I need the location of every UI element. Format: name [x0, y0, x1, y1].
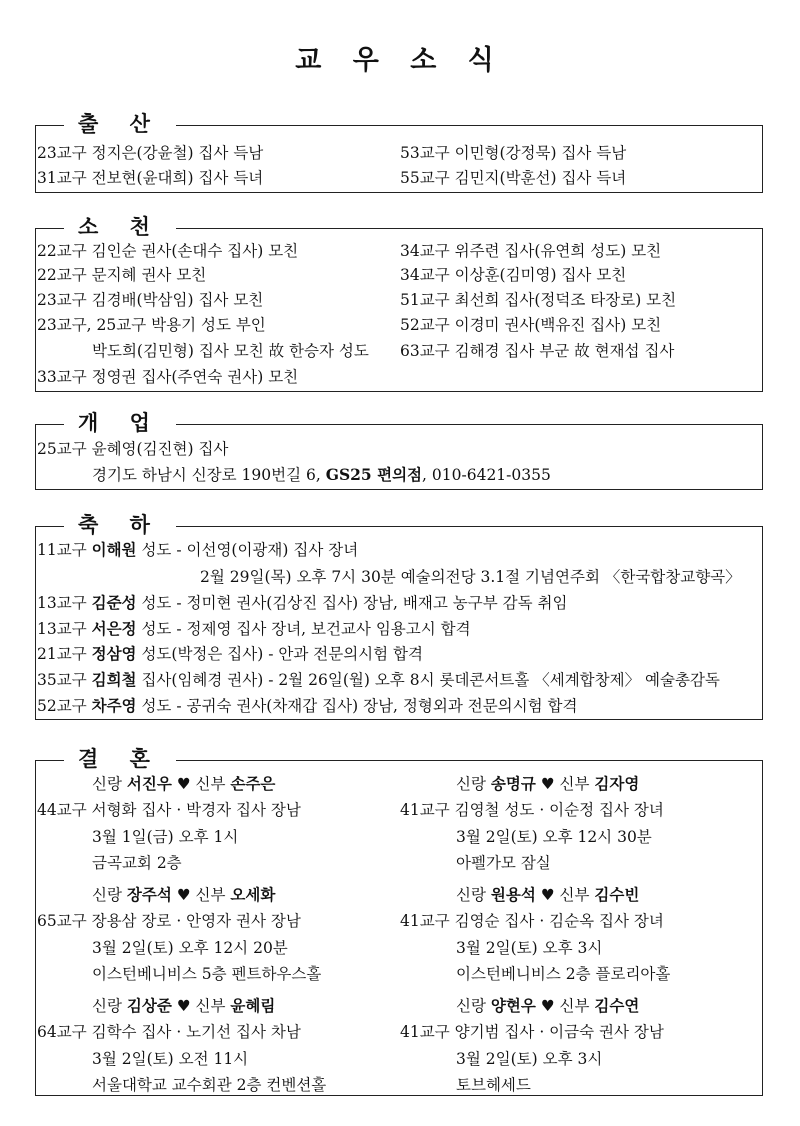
wedding-venue: 서울대학교 교수회관 2층 컨벤션홀 [92, 1076, 327, 1094]
funeral-item: 33교구 정영권 집사(주연숙 권사) 모친 [37, 368, 299, 386]
congrats-item: 21교구 정삼영 성도(박정은 집사) - 안과 전문의시험 합격 [37, 644, 423, 663]
groom-name: 송명규 [490, 774, 536, 793]
funeral-item: 22교구 김인순 권사(손대수 집사) 모친 [37, 242, 299, 260]
wedding-section-heading: 결 혼 [64, 745, 176, 773]
opening-address: 경기도 하남시 신장로 190번길 6, GS25 편의점, 010-6421-0355 [92, 465, 551, 484]
wedding-time: 3월 2일(토) 오전 11시 [92, 1050, 249, 1068]
heart-icon: ♥ [535, 886, 560, 904]
birth-item: 31교구 전보현(윤대희) 집사 득녀 [37, 169, 264, 187]
birth-item: 55교구 김민지(박훈선) 집사 득녀 [400, 169, 627, 187]
groom-name: 김상준 [126, 996, 172, 1015]
opening-section-heading: 개 업 [64, 409, 176, 437]
birth-item: 23교구 정지은(강윤철) 집사 득남 [37, 144, 264, 162]
wedding-venue: 이스턴베니비스 2층 플로리아홀 [456, 965, 671, 983]
wedding-venue: 금곡교회 2층 [92, 854, 182, 872]
birth-item: 53교구 이민형(강정묵) 집사 득남 [400, 144, 627, 162]
congrats-section-heading: 축 하 [64, 511, 176, 539]
funeral-item: 51교구 최선희 집사(정덕조 타장로) 모친 [400, 291, 677, 309]
wedding-family: 44교구 서형화 집사 · 박경자 집사 장남 [37, 801, 301, 819]
birth-section-heading: 출 산 [64, 110, 176, 138]
wedding-couple: 신랑 송명규 ♥ 신부 김자영 [456, 774, 640, 793]
wedding-couple: 신랑 원용석 ♥ 신부 김수빈 [456, 885, 640, 904]
funeral-item: 22교구 문지혜 권사 모친 [37, 266, 207, 284]
congrats-person-name: 정삼영 [91, 644, 137, 663]
funeral-item: 23교구 김경배(박삼임) 집사 모친 [37, 291, 264, 309]
heart-icon: ♥ [171, 997, 196, 1015]
wedding-time: 3월 2일(토) 오후 3시 [456, 939, 603, 957]
heart-icon: ♥ [171, 775, 196, 793]
groom-name: 장주석 [126, 885, 172, 904]
wedding-family: 64교구 김학수 집사 · 노기선 집사 차남 [37, 1023, 301, 1041]
funeral-item: 52교구 이경미 권사(백유진 집사) 모친 [400, 316, 662, 334]
wedding-venue: 이스턴베니비스 5층 펜트하우스홀 [92, 965, 322, 983]
wedding-time: 3월 1일(금) 오후 1시 [92, 828, 239, 846]
congrats-item: 13교구 김준성 성도 - 정미현 권사(김상진 집사) 장남, 배재고 농구부 감독 취임 [37, 593, 568, 612]
congrats-item: 35교구 김희철 집사(임혜경 권사) - 2월 26일(월) 오후 8시 롯데콘서트홀 〈세계합창제〉 예술총감독 [37, 670, 720, 689]
congrats-person-name: 차주영 [91, 696, 137, 715]
wedding-venue: 아펠가모 잠실 [456, 854, 551, 872]
opening-store-name: GS25 편의점 [325, 465, 423, 484]
congrats-item: 52교구 차주영 성도 - 공귀숙 권사(차재갑 집사) 장남, 정형외과 전문의시험 합격 [37, 696, 578, 715]
funeral-item: 34교구 이상훈(김미영) 집사 모친 [400, 266, 627, 284]
bride-name: 윤혜림 [230, 996, 276, 1015]
congrats-person-name: 서은정 [91, 619, 137, 638]
bride-name: 오세화 [230, 885, 276, 904]
page-title: 교 우 소 식 [295, 45, 505, 76]
wedding-time: 3월 2일(토) 오후 12시 30분 [456, 828, 652, 846]
congrats-person-name: 김희철 [91, 670, 137, 689]
funeral-item: 박도희(김민형) 집사 모친 故 한승자 성도 [92, 342, 369, 360]
wedding-couple: 신랑 양현우 ♥ 신부 김수연 [456, 996, 640, 1015]
groom-name: 서진우 [126, 774, 172, 793]
congrats-item: 13교구 서은정 성도 - 정제영 집사 장녀, 보건교사 임용고시 합격 [37, 619, 471, 638]
wedding-time: 3월 2일(토) 오후 3시 [456, 1050, 603, 1068]
wedding-family: 65교구 장용삼 장로 · 안영자 권사 장남 [37, 912, 301, 930]
wedding-family: 41교구 김영철 성도 · 이순정 집사 장녀 [400, 801, 664, 819]
opening-owner: 25교구 윤혜영(김진현) 집사 [37, 440, 229, 458]
wedding-venue: 토브헤세드 [456, 1076, 531, 1094]
congrats-item: 11교구 이해원 성도 - 이선영(이광재) 집사 장녀 [37, 540, 359, 559]
funeral-item: 34교구 위주련 집사(유연희 성도) 모친 [400, 242, 662, 260]
wedding-couple: 신랑 김상준 ♥ 신부 윤혜림 [92, 996, 276, 1015]
wedding-time: 3월 2일(토) 오후 12시 20분 [92, 939, 288, 957]
wedding-couple: 신랑 장주석 ♥ 신부 오세화 [92, 885, 276, 904]
groom-name: 원용석 [490, 885, 536, 904]
congrats-item: 2월 29일(목) 오후 7시 30분 예술의전당 3.1절 기념연주회 〈한국합창교향곡〉 [200, 568, 741, 586]
funeral-item: 23교구, 25교구 박용기 성도 부인 [37, 316, 266, 334]
funeral-item: 63교구 김해경 집사 부군 故 현재섭 집사 [400, 342, 675, 360]
funeral-section-heading: 소 천 [64, 213, 176, 241]
groom-name: 양현우 [490, 996, 536, 1015]
bride-name: 손주은 [230, 774, 276, 793]
wedding-couple: 신랑 서진우 ♥ 신부 손주은 [92, 774, 276, 793]
congrats-person-name: 김준성 [91, 593, 137, 612]
wedding-family: 41교구 양기범 집사 · 이금숙 권사 장남 [400, 1023, 664, 1041]
congrats-person-name: 이해원 [91, 540, 137, 559]
bride-name: 김자영 [594, 774, 640, 793]
heart-icon: ♥ [535, 775, 560, 793]
heart-icon: ♥ [535, 997, 560, 1015]
wedding-family: 41교구 김영순 집사 · 김순옥 집사 장녀 [400, 912, 664, 930]
bride-name: 김수연 [594, 996, 640, 1015]
bride-name: 김수빈 [594, 885, 640, 904]
heart-icon: ♥ [171, 886, 196, 904]
